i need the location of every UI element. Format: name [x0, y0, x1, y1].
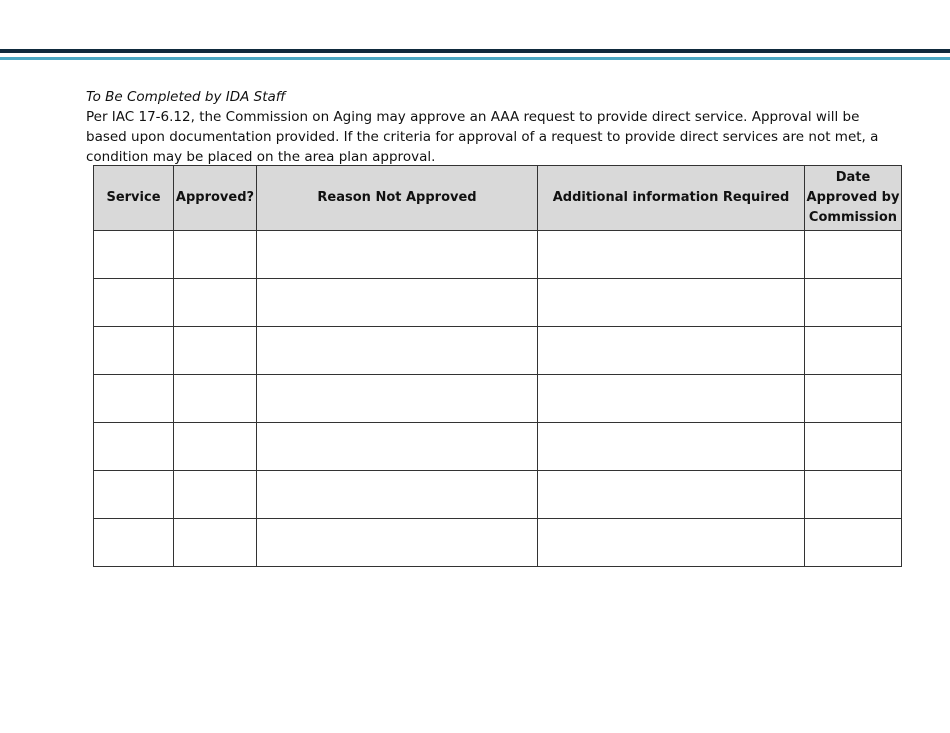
table-row	[94, 519, 902, 567]
table-cell-reason-not-approved[interactable]	[257, 375, 538, 423]
table-cell-date-approved[interactable]	[805, 231, 902, 279]
header-rule-dark	[0, 49, 950, 53]
table-cell-reason-not-approved[interactable]	[257, 327, 538, 375]
table-cell-service[interactable]	[94, 471, 174, 519]
table-row	[94, 375, 902, 423]
header-rule-teal	[0, 57, 950, 60]
table-cell-date-approved[interactable]	[805, 519, 902, 567]
table-cell-additional-information[interactable]	[538, 471, 805, 519]
table-cell-approved[interactable]	[174, 327, 257, 375]
table-cell-date-approved[interactable]	[805, 327, 902, 375]
table-cell-approved[interactable]	[174, 375, 257, 423]
table-cell-additional-information[interactable]	[538, 519, 805, 567]
table-cell-approved[interactable]	[174, 231, 257, 279]
table-cell-additional-information[interactable]	[538, 375, 805, 423]
column-header-reason-not-approved: Reason Not Approved	[257, 166, 538, 231]
table-cell-service[interactable]	[94, 327, 174, 375]
table-cell-approved[interactable]	[174, 279, 257, 327]
table-cell-additional-information[interactable]	[538, 423, 805, 471]
table-row	[94, 327, 902, 375]
table-header-row	[94, 166, 902, 231]
table-cell-reason-not-approved[interactable]	[257, 423, 538, 471]
table-cell-service[interactable]	[94, 279, 174, 327]
table-cell-date-approved[interactable]	[805, 423, 902, 471]
column-header-date-approved: Date Approved by Commission	[805, 166, 902, 231]
table-row	[94, 279, 902, 327]
approval-table	[93, 165, 902, 567]
column-header-additional-information: Additional information Required	[538, 166, 805, 231]
table-cell-additional-information[interactable]	[538, 231, 805, 279]
intro-paragraph: Per IAC 17-6.12, the Commission on Aging may approve an AAA request to provide direct service. Approval will be based upon documentation provided. If the criteria for approval of a request to provide direct services are not met, a condition may be placed on the area plan approval.	[86, 109, 879, 165]
table-cell-service[interactable]	[94, 519, 174, 567]
table-cell-approved[interactable]	[174, 519, 257, 567]
table-cell-approved[interactable]	[174, 471, 257, 519]
table-cell-date-approved[interactable]	[805, 471, 902, 519]
table-cell-approved[interactable]	[174, 423, 257, 471]
table-cell-reason-not-approved[interactable]	[257, 231, 538, 279]
table-row	[94, 471, 902, 519]
table-row	[94, 231, 902, 279]
table-cell-additional-information[interactable]	[538, 279, 805, 327]
table-cell-service[interactable]	[94, 375, 174, 423]
table-cell-reason-not-approved[interactable]	[257, 279, 538, 327]
table-cell-service[interactable]	[94, 423, 174, 471]
table-row	[94, 423, 902, 471]
table-body	[94, 231, 902, 567]
table-cell-reason-not-approved[interactable]	[257, 519, 538, 567]
table-cell-service[interactable]	[94, 231, 174, 279]
table-cell-date-approved[interactable]	[805, 375, 902, 423]
column-header-approved: Approved?	[174, 166, 257, 231]
table-cell-date-approved[interactable]	[805, 279, 902, 327]
column-header-service: Service	[94, 166, 174, 231]
table-cell-additional-information[interactable]	[538, 327, 805, 375]
table-cell-reason-not-approved[interactable]	[257, 471, 538, 519]
section-heading: To Be Completed by IDA Staff	[86, 89, 286, 105]
